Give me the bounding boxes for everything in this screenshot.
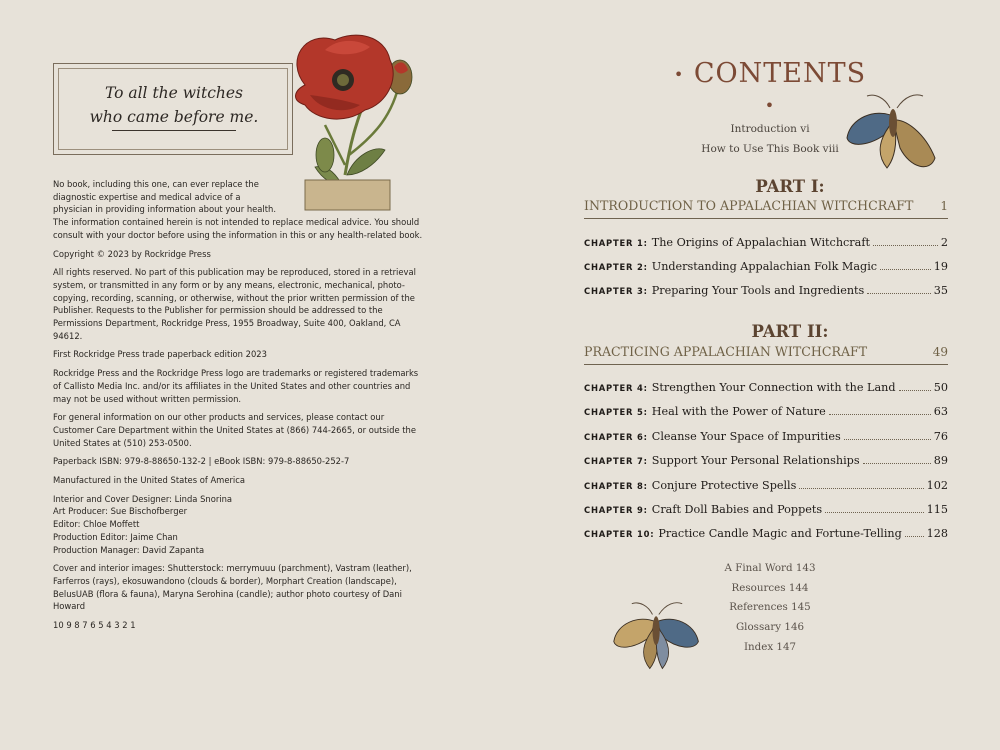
part-name: PRACTICING APPALACHIAN WITCHCRAFT [584, 344, 868, 359]
dedication-frame [53, 63, 293, 155]
disclaimer-line-1: No book, including this one, can ever replace the [53, 179, 259, 189]
front-matter-item[interactable]: How to Use This Book viii [701, 143, 839, 155]
chapter-entry[interactable] [584, 429, 948, 445]
leader-dots [799, 478, 923, 489]
chapter-title: Practice Candle Magic and Fortune-Telling [658, 527, 902, 540]
part-subheading[interactable] [584, 196, 948, 219]
disclaimer-line-3: physician in providing information about your health. [53, 204, 277, 215]
copyright-line: Copyright © 2023 by Rockridge Press [53, 248, 211, 259]
chapter-title: The Origins of Appalachian Witchcraft [651, 236, 870, 249]
chapter-entry[interactable] [584, 502, 948, 518]
back-matter-item[interactable]: Glossary 146 [735, 621, 805, 633]
chapter-entry[interactable] [584, 404, 948, 420]
contents-title-text: CONTENTS [693, 58, 867, 89]
image-credits-paragraph: Cover and interior images: Shutterstock: merrymuuu (parchment), Vastram (leather), Farferros (rays), ekosuwandono (clouds & border), Morphart Creation (landscape), BelusUAB (flora & fauna), Maryna Serohina (candle); author photo courtesy of Dani Howard [53, 563, 412, 612]
chapter-page: 19 [933, 260, 948, 273]
part-heading: PART I: [755, 177, 825, 196]
chapter-page: 128 [926, 527, 948, 540]
moth-illustration [612, 596, 702, 678]
manufactured-line: Manufactured in the United States of America [53, 475, 245, 486]
chapter-page: 50 [933, 381, 948, 394]
leader-dots [867, 283, 930, 294]
dedication-line-2: who came before me. [89, 108, 259, 126]
chapter-page: 115 [926, 503, 948, 516]
title-dot-left: • [673, 65, 685, 84]
leader-dots [825, 502, 924, 513]
front-matter-item[interactable]: Introduction vi [730, 123, 810, 135]
chapter-label: CHAPTER 10: [584, 529, 655, 539]
chapter-label: CHAPTER 7: [584, 456, 648, 466]
chapter-page: 35 [933, 284, 948, 297]
chapter-entry[interactable] [584, 283, 948, 299]
part-name: INTRODUCTION TO APPALACHIAN WITCHCRAFT [584, 198, 914, 213]
part-heading: PART II: [751, 322, 829, 341]
chapter-page: 63 [933, 405, 948, 418]
credit-line: Production Manager: David Zapanta [53, 544, 205, 555]
chapter-label: CHAPTER 6: [584, 432, 648, 442]
credit-line: Interior and Cover Designer: Linda Snorina [53, 493, 233, 504]
chapter-title: Cleanse Your Space of Impurities [651, 430, 841, 443]
chapter-page: 102 [926, 479, 948, 492]
chapter-entry[interactable] [584, 259, 948, 275]
part-page: 49 [932, 345, 948, 359]
title-dot-right: • [764, 96, 776, 115]
leader-dots [873, 235, 938, 246]
chapter-page: 76 [933, 430, 948, 443]
copyright-text [53, 178, 425, 638]
chapter-title: Heal with the Power of Nature [651, 405, 826, 418]
printing-line: 10 9 8 7 6 5 4 3 2 1 [53, 620, 136, 631]
chapter-entry[interactable] [584, 526, 948, 542]
dedication-underline [112, 130, 236, 131]
chapter-title: Conjure Protective Spells [651, 479, 797, 492]
chapter-title: Strengthen Your Connection with the Land [651, 381, 896, 394]
chapter-entry[interactable] [584, 380, 948, 396]
back-matter-item[interactable]: Index 147 [743, 641, 797, 653]
chapter-label: CHAPTER 4: [584, 383, 648, 393]
trademark-paragraph: Rockridge Press and the Rockridge Press logo are trademarks or registered trademarks of Callisto Media Inc. and/or its affiliates in the United States and other countries and may not be used without written permission. [53, 368, 419, 404]
contents-page [500, 0, 1000, 750]
chapter-title: Preparing Your Tools and Ingredients [651, 284, 865, 297]
disclaimer-line-2: diagnostic expertise and medical advice of a [53, 191, 241, 202]
leader-dots [880, 259, 931, 270]
chapter-label: CHAPTER 1: [584, 238, 648, 248]
chapter-page: 2 [940, 236, 948, 249]
dedication-line-1: To all the witches [104, 84, 244, 102]
credit-line: Production Editor: Jaime Chan [53, 531, 178, 542]
contents-title [670, 58, 870, 120]
back-matter-item[interactable]: A Final Word 143 [724, 562, 816, 574]
chapter-title: Support Your Personal Relationships [651, 454, 860, 467]
leader-dots [844, 429, 931, 440]
moth-illustration [845, 88, 945, 178]
part-page: 1 [940, 199, 948, 213]
back-matter-item[interactable]: References 145 [729, 601, 811, 613]
back-matter-item[interactable]: Resources 144 [731, 582, 809, 594]
chapter-label: CHAPTER 5: [584, 407, 648, 417]
chapter-entry[interactable] [584, 478, 948, 494]
leader-dots [905, 526, 924, 537]
disclaimer-line-4: The information contained herein is not intended to replace medical advice. You should consult with your doctor before using the information in this or any health-related book. [53, 217, 423, 240]
chapter-label: CHAPTER 2: [584, 262, 648, 272]
chapter-label: CHAPTER 8: [584, 481, 648, 491]
part-subheading[interactable] [584, 342, 948, 365]
chapter-label: CHAPTER 3: [584, 286, 648, 296]
chapter-title: Craft Doll Babies and Poppets [651, 503, 823, 516]
credit-line: Art Producer: Sue Bischofberger [53, 506, 188, 517]
chapter-label: CHAPTER 9: [584, 505, 648, 515]
chapter-title: Understanding Appalachian Folk Magic [651, 260, 878, 273]
rights-paragraph: All rights reserved. No part of this publication may be reproduced, stored in a retrieval system, or transmitted in any form or by any means, electronic, mechanical, photo-copying, recording, scanning, or otherwise, without the prior written permission of the Publisher. Requests to the Publisher for permission should be addressed to the Permissions Department, Rockridge Press, 1955 Broadway, Suite 400, Oakland, CA 94612. [53, 267, 416, 341]
credit-line: Editor: Chloe Moffett [53, 519, 140, 530]
leader-dots [863, 453, 931, 464]
chapter-page: 89 [933, 454, 948, 467]
isbn-line: Paperback ISBN: 979-8-88650-132-2 | eBook ISBN: 979-8-88650-252-7 [53, 456, 350, 467]
chapter-entry[interactable] [584, 235, 948, 251]
contact-paragraph: For general information on our other products and services, please contact our Customer Care Department within the United States at (866) 744-2665, or outside the United States at (510) 253-0500. [53, 412, 416, 448]
edition-line: First Rockridge Press trade paperback edition 2023 [53, 349, 267, 360]
leader-dots [829, 404, 931, 415]
chapter-entry[interactable] [584, 453, 948, 469]
leader-dots [899, 380, 931, 391]
